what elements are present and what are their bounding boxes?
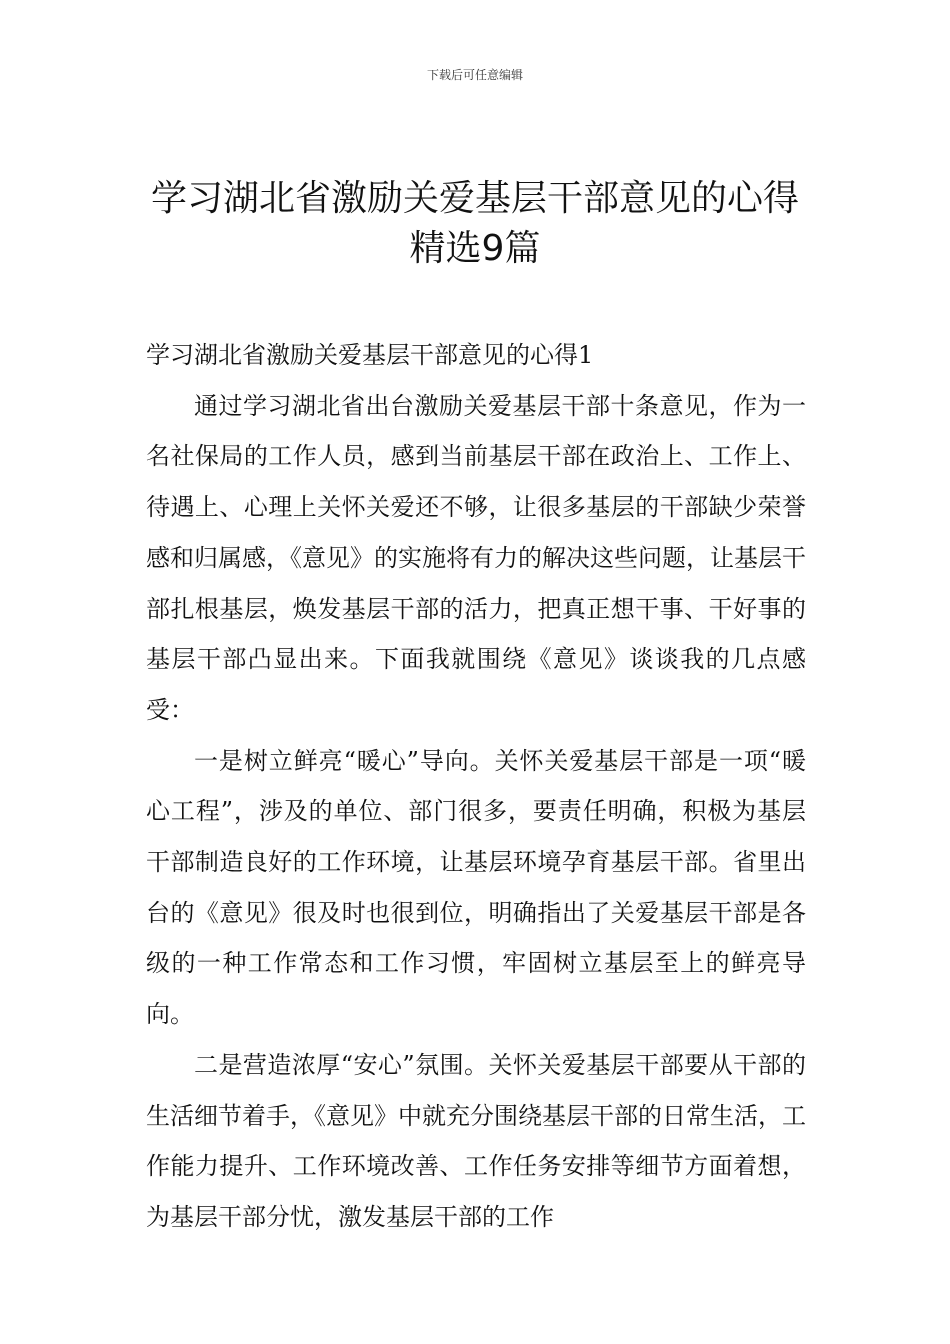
document-body	[146, 330, 806, 1243]
paragraph-1: 通过学习湖北省出台激励关爱基层干部十条意见，作为一名社保局的工作人员，感到当前基层干部在政治上、工作上、待遇上、心理上关怀关爱还不够，让很多基层的干部缺少荣誉感和归属感，《意见》的实施将有力的解决这些问题，让基层干部扎根基层，焕发基层干部的活力，把真正想干事、干好事的基层干部凸显出来。下面我就围绕《意见》谈谈我的几点感受：	[146, 391, 806, 724]
document-title-line-2: 精选9篇	[409, 228, 541, 269]
paragraph-3: 二是营造浓厚“安心”氛围。关怀关爱基层干部要从干部的生活细节着手，《意见》中就充分围绕基层干部的日常生活，工作能力提升、工作环境改善、工作任务安排等细节方面着想，为基层干部分忧，激发基层干部的工作	[146, 1050, 806, 1231]
section-subtitle: 学习湖北省激励关爱基层干部意见的心得1	[146, 341, 594, 369]
header-note: 下载后可任意编辑	[426, 68, 523, 82]
paragraph-2: 一是树立鲜亮“暖心”导向。关怀关爱基层干部是一项“暖心工程”，涉及的单位、部门很多，要责任明确，积极为基层干部制造良好的工作环境，让基层环境孕育基层干部。省里出台的《意见》很及时也很到位，明确指出了关爱基层干部是各级的一种工作常态和工作习惯，牢固树立基层至上的鲜亮导向。	[146, 746, 806, 1029]
document-title-line-1: 学习湖北省激励关爱基层干部意见的心得	[150, 178, 799, 219]
